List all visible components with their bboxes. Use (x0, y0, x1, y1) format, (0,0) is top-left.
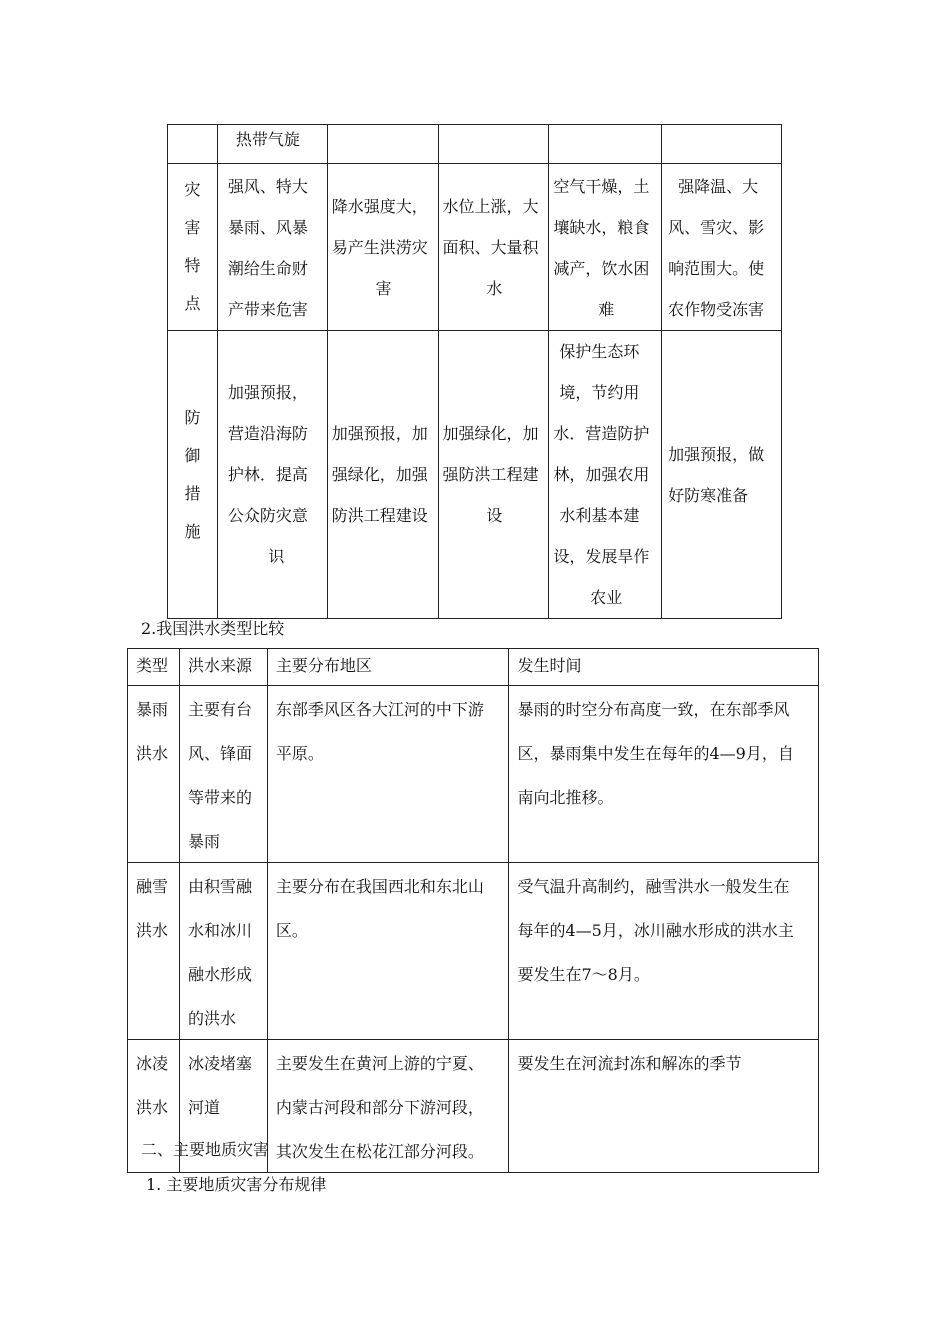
head-cell (549, 125, 662, 164)
row-label-features: 灾 害 特 点 (168, 164, 218, 331)
head-cell (168, 125, 218, 164)
head-cell (438, 125, 549, 164)
head-cell (327, 125, 438, 164)
flood-region-cell: 东部季风区各大江河的中下游 平原。 (267, 686, 509, 863)
defense-cell: 加强绿化，加 强防洪工程建 设 (438, 331, 549, 619)
flood-region-cell: 主要发生在黄河上游的宁夏、 内蒙古河段和部分下游河段， 其次发生在松花江部分河段。 (267, 1040, 509, 1173)
disaster-defense-row (168, 331, 782, 619)
flood-time-cell: 要发生在河流封冻和解冻的季节 (509, 1040, 819, 1173)
header-time: 发生时间 (509, 649, 819, 686)
flood-table-header-row (128, 649, 819, 686)
flood-region-cell: 主要分布在我国西北和东北山 区。 (267, 863, 509, 1040)
defense-cell: 加强预报，做 好防寒准备 (662, 331, 782, 619)
flood-source-cell: 冰凌堵塞 河道 (179, 1040, 267, 1173)
flood-table-caption: 2.我国洪水类型比较 (141, 619, 285, 638)
disaster-feature-row (168, 164, 782, 331)
flood-type-table (127, 648, 819, 1173)
defense-cell: 加强预报，加 强绿化，加强 防洪工程建设 (327, 331, 438, 619)
feature-cell: 强风、特大 暴雨、风暴 潮给生命财 产带来危害 (217, 164, 327, 331)
feature-cell: 水位上涨，大 面积、大量积 水 (438, 164, 549, 331)
feature-cell: 空气干燥，土 壤缺水，粮食 减产，饮水困 难 (549, 164, 662, 331)
flood-source-cell: 由积雪融 水和冰川 融水形成 的洪水 (179, 863, 267, 1040)
sub-heading: 1. 主要地质灾害分布规律 (146, 1175, 327, 1194)
table-row (128, 863, 819, 1040)
flood-time-cell: 暴雨的时空分布高度一致，在东部季风 区，暴雨集中发生在每年的4—9月，自 南向北推移。 (509, 686, 819, 863)
feature-cell: 强降温、大 风、雪灾、影 响范围大。使 农作物受冻害 (662, 164, 782, 331)
header-source: 洪水来源 (179, 649, 267, 686)
disaster-table (167, 124, 782, 619)
head-cell-tropical-cyclone: 热带气旋 (217, 125, 327, 164)
flood-type-cell: 冰凌 洪水 (128, 1040, 180, 1173)
feature-cell: 降水强度大， 易产生洪涝灾 害 (327, 164, 438, 331)
disaster-table-head-row (168, 125, 782, 164)
row-label-defense: 防 御 措 施 (168, 331, 218, 619)
defense-cell: 加强预报， 营造沿海防 护林．提高 公众防灾意 识 (217, 331, 327, 619)
section-heading: 二、主要地质灾害 (141, 1140, 270, 1159)
flood-time-cell: 受气温升高制约，融雪洪水一般发生在 每年的4—5月，冰川融水形成的洪水主 要发生在7～8月。 (509, 863, 819, 1040)
head-cell (662, 125, 782, 164)
flood-type-cell: 融雪 洪水 (128, 863, 180, 1040)
defense-cell: 保护生态环 境，节约用 水．营造防护 林，加强农用 水利基本建 设，发展旱作 农业 (549, 331, 662, 619)
header-type: 类型 (128, 649, 180, 686)
table-row (128, 686, 819, 863)
header-region: 主要分布地区 (267, 649, 509, 686)
flood-type-cell: 暴雨 洪水 (128, 686, 180, 863)
flood-source-cell: 主要有台 风、锋面 等带来的 暴雨 (179, 686, 267, 863)
